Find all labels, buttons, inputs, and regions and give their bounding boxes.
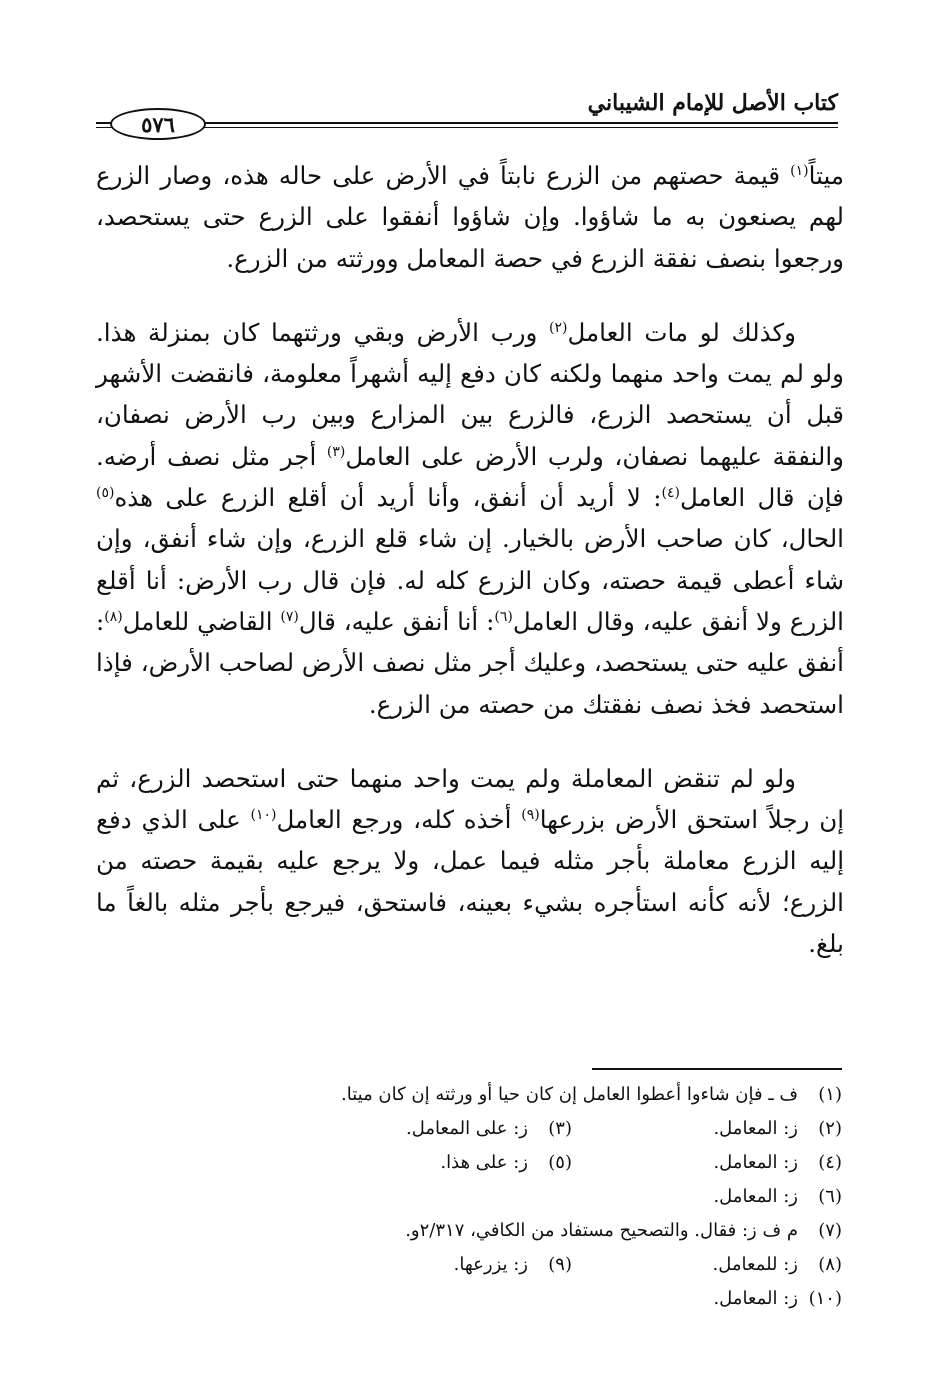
- footnote-row: [242, 1248, 842, 1282]
- footnote-number: (٢): [818, 1118, 842, 1139]
- footnote-marker[interactable]: (١٠): [250, 807, 277, 823]
- footnote: [282, 1078, 842, 1112]
- footnote-row: [242, 1180, 842, 1214]
- footnote-text: ز: على المعامل.: [406, 1118, 528, 1139]
- footnote-marker[interactable]: (٤): [661, 484, 680, 501]
- footnote-number: (٨): [818, 1254, 842, 1275]
- text-run: على الذي دفع إليه الزرع معاملة بأجر مثله فيما عمل، ولا يرجع عليه بقيمة حصته من الزرع؛ لأنه كأنه استأجره بشيء بعينه، فاستحق، فيرجع بأجر مثله بالغاً ما بلغ.: [96, 805, 844, 959]
- footnote-number: (٧): [818, 1220, 842, 1241]
- footnote-text: ز: المعامل.: [713, 1152, 798, 1173]
- footnote-marker[interactable]: (١): [790, 162, 809, 179]
- text-run: قيمة حصتهم من الزرع نابتاً في الأرض على حاله هذه، وصار الزرع لهم يصنعون به ما شاؤوا. وإن شاؤوا أنفقوا على الزرع حتى يستحصد، ورجعوا بنصف نفقة الزرع في حصة المعامل وورثته من الزرع.: [96, 161, 844, 273]
- footnote-number: (١): [818, 1084, 842, 1105]
- footnote-marker[interactable]: (٦): [494, 608, 513, 625]
- footnote-text: ز: المعامل.: [713, 1186, 798, 1207]
- footnote-number: (٤): [818, 1152, 842, 1173]
- footnote-number: (٩): [548, 1254, 572, 1275]
- footnote-text: ف ـ فإن شاءوا أعطوا العامل إن كان حيا أو ورثته إن كان ميتا.: [341, 1084, 798, 1105]
- footnote: [302, 1248, 572, 1282]
- footnote: [282, 1282, 842, 1316]
- footnote: [572, 1146, 842, 1180]
- footnote: [572, 1112, 842, 1146]
- footnote: [302, 1146, 572, 1180]
- footnote-text: ز: المعامل.: [713, 1118, 798, 1139]
- text-run: ورب الأرض وبقي ورثتهما كان بمنزلة هذا. ولو لم يمت واحد منهما ولكنه كان دفع إليه أشهراً معلومة، فانقضت الأشهر قبل أن يستحصد الزرع، فالزرع بين المزارع وبين رب الأرض نصفان، والنفقة عليهما نصفان، ولرب الأرض على العامل: [96, 317, 845, 471]
- footnote-row: [242, 1214, 842, 1248]
- footnote: [282, 1214, 842, 1248]
- page-number: ٥٧٦: [110, 108, 206, 140]
- text-run: وكذلك لو مات العامل: [567, 317, 796, 347]
- footnote-row: [242, 1146, 842, 1180]
- footnote-marker[interactable]: (٣): [326, 443, 346, 460]
- text-run: ميتاً: [808, 161, 844, 190]
- footnote-row: [242, 1078, 842, 1112]
- text-run: : لا أريد أن أنفق، وأنا أريد أن أقلع الزرع على هذه: [114, 483, 662, 513]
- footnote-number: (١٠): [808, 1288, 842, 1309]
- text-run: القاضي للعامل: [122, 606, 281, 636]
- footnote-marker[interactable]: (٨): [104, 608, 123, 625]
- text-run: ولو لم تنقض المعاملة ولم يمت واحد منهما حتى استحصد الزرع، ثم إن رجلاً استحق الأرض بزرعها: [96, 763, 845, 835]
- footnote-marker[interactable]: (٥): [96, 484, 115, 501]
- footnote-row: [242, 1112, 842, 1146]
- paragraph: [96, 312, 844, 725]
- footnote-number: (٥): [548, 1152, 572, 1173]
- paragraph: [96, 758, 844, 964]
- page-header: [96, 78, 838, 138]
- header-rule: [96, 122, 838, 128]
- footnote-row: [242, 1282, 842, 1316]
- footnote-marker[interactable]: (٢): [549, 319, 568, 336]
- text-run: : أنفق عليه حتى يستحصد، وعليك أجر مثل نصف الأرض لصاحب الأرض، فإذا استحصد فخذ نصف نفقتك من حصته من الزرع.: [96, 606, 844, 719]
- footnotes: [242, 1078, 842, 1316]
- footnote: [282, 1180, 842, 1214]
- footnote-text: ز: يزرعها.: [453, 1254, 528, 1275]
- footnote-text: ز: المعامل.: [713, 1288, 798, 1309]
- footnote-text: ز: للمعامل.: [712, 1254, 798, 1275]
- footnote-marker[interactable]: (٩): [521, 807, 540, 823]
- footnote-number: (٣): [548, 1118, 572, 1139]
- footnote: [302, 1112, 572, 1146]
- footnote-marker[interactable]: (٧): [280, 608, 299, 625]
- footnote-text: ز: على هذا.: [440, 1152, 528, 1173]
- text-run: الحال، كان صاحب الأرض بالخيار. إن شاء قلع الزرع، وإن شاء أنفق، وإن شاء أعطى قيمة حصته، وكان الزرع كله له. فإن قال رب الأرض: أنا أقلع الزرع ولا أنفق عليه، وقال العامل: [96, 524, 844, 636]
- text-run: أجر مثل نصف أرضه. فإن قال العامل: [96, 441, 844, 513]
- main-text: [96, 155, 844, 964]
- paragraph: [96, 155, 844, 279]
- text-run: : أنا أنفق عليه، قال: [298, 606, 495, 636]
- footnote-separator: [592, 1068, 842, 1070]
- text-run: أخذه كله، ورجع العامل: [276, 805, 522, 835]
- footnote-text: م ف ز: فقال. والتصحيح مستفاد من الكافي، ٢/٣١٧و.: [405, 1220, 798, 1241]
- footnote: [572, 1248, 842, 1282]
- footnote-number: (٦): [818, 1186, 842, 1207]
- book-title: كتاب الأصل للإمام الشيباني: [587, 90, 838, 116]
